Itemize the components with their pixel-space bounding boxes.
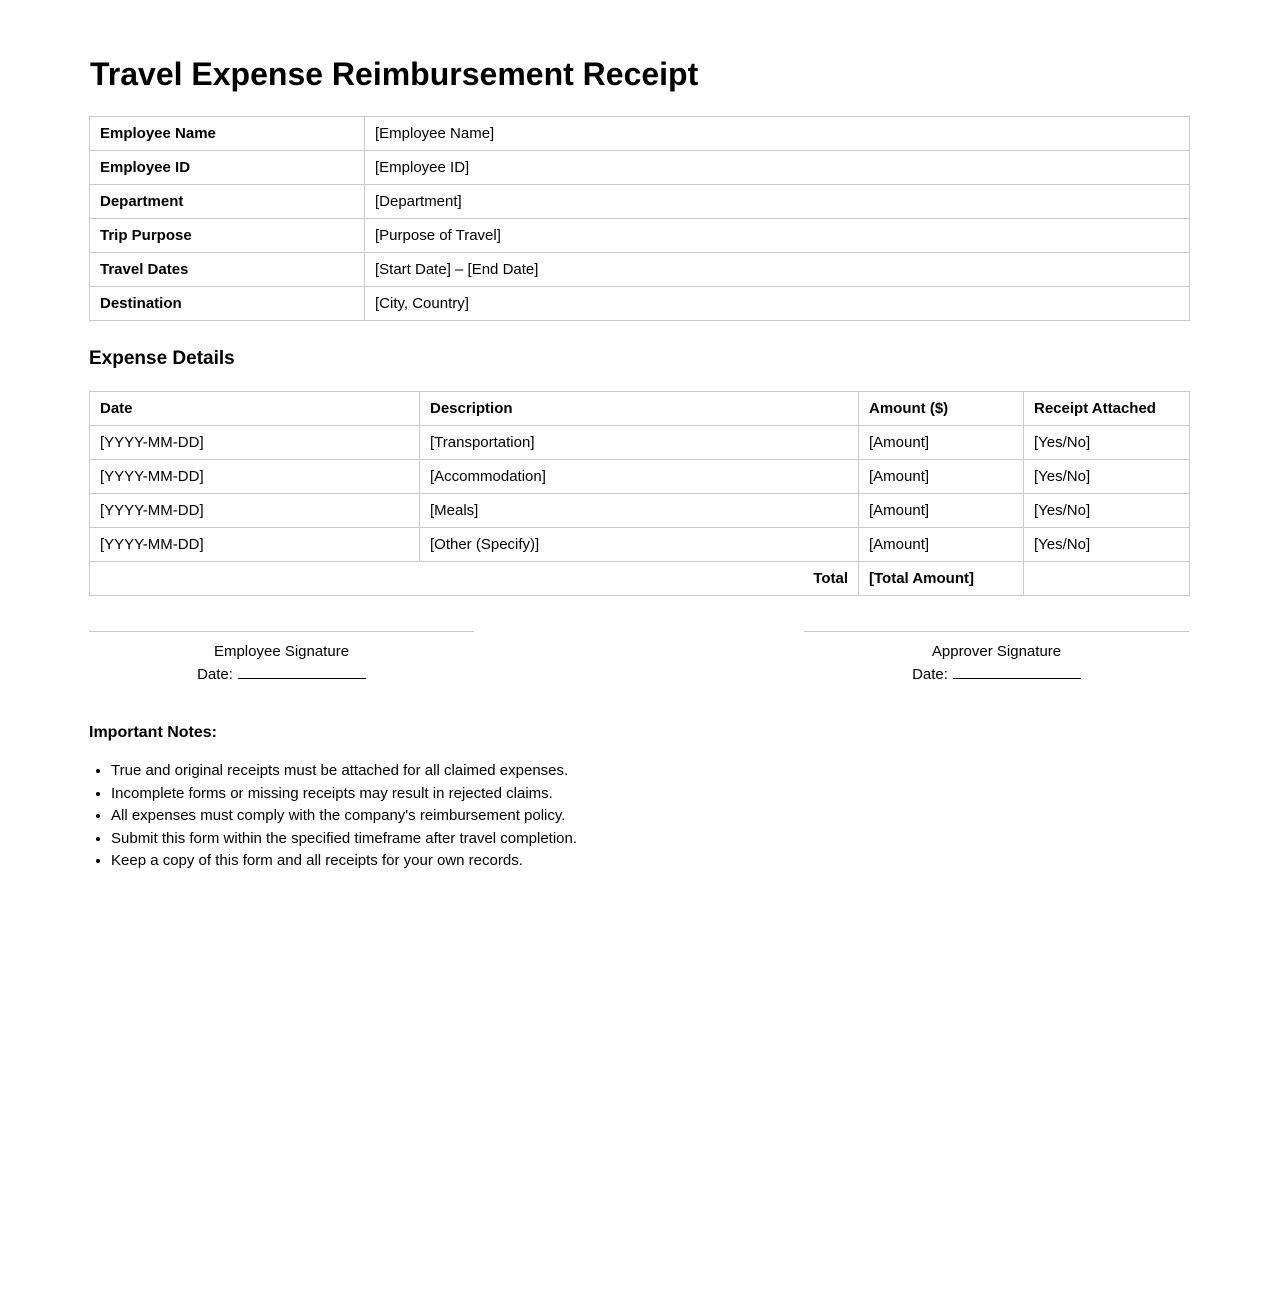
expense-table xyxy=(89,391,1190,596)
total-row xyxy=(90,562,1190,596)
info-label: Trip Purpose xyxy=(90,219,365,253)
cell-amount: [Amount] xyxy=(859,460,1024,494)
info-row-department xyxy=(90,185,1190,219)
info-row-employee-name xyxy=(90,117,1190,151)
table-row xyxy=(90,528,1190,562)
cell-amount: [Amount] xyxy=(859,528,1024,562)
info-value: [Department] xyxy=(365,185,1190,219)
list-item: • All expenses must comply with the company's reimbursement policy. xyxy=(111,805,1111,828)
info-row-employee-id xyxy=(90,151,1190,185)
cell-date: [YYYY-MM-DD] xyxy=(90,460,420,494)
cell-date: [YYYY-MM-DD] xyxy=(90,494,420,528)
info-label: Employee Name xyxy=(90,117,365,151)
list-item: • Submit this form within the specified timeframe after travel completion. xyxy=(111,828,1111,851)
info-row-destination xyxy=(90,287,1190,321)
cell-receipt: [Yes/No] xyxy=(1024,528,1190,562)
expense-details-heading: Expense Details xyxy=(89,348,235,369)
info-value: [Employee ID] xyxy=(365,151,1190,185)
cell-description: [Transportation] xyxy=(420,426,859,460)
page-title: Travel Expense Reimbursement Receipt xyxy=(90,56,699,92)
approver-signature-label: Approver Signature xyxy=(931,643,1062,660)
approver-signature-date xyxy=(804,663,1189,686)
total-label: Total xyxy=(90,562,859,596)
date-label: Date: xyxy=(197,666,233,683)
info-label: Destination xyxy=(90,287,365,321)
employee-signature-label: Employee Signature xyxy=(213,643,350,660)
employee-signature-block xyxy=(89,631,474,686)
date-blank-line xyxy=(238,664,366,679)
expense-header-row xyxy=(90,392,1190,426)
column-header-description: Description xyxy=(420,392,859,426)
cell-amount: [Amount] xyxy=(859,426,1024,460)
info-value: [Start Date] – [End Date] xyxy=(365,253,1190,287)
cell-receipt: [Yes/No] xyxy=(1024,426,1190,460)
cell-date: [YYYY-MM-DD] xyxy=(90,528,420,562)
date-label: Date: xyxy=(912,666,948,683)
info-label: Department xyxy=(90,185,365,219)
list-item: • True and original receipts must be attached for all claimed expenses. xyxy=(111,760,1111,783)
column-header-amount: Amount ($) xyxy=(859,392,1024,426)
notes-heading: Important Notes: xyxy=(89,724,217,741)
notes-list xyxy=(89,760,1111,873)
total-receipt-empty xyxy=(1024,562,1190,596)
date-blank-line xyxy=(953,664,1081,679)
table-row xyxy=(90,460,1190,494)
cell-description: [Accommodation] xyxy=(420,460,859,494)
cell-description: [Other (Specify)] xyxy=(420,528,859,562)
table-row xyxy=(90,494,1190,528)
info-row-travel-dates xyxy=(90,253,1190,287)
cell-description: [Meals] xyxy=(420,494,859,528)
cell-receipt: [Yes/No] xyxy=(1024,460,1190,494)
approver-signature-block xyxy=(804,631,1189,686)
info-value: [Employee Name] xyxy=(365,117,1190,151)
employee-info-table xyxy=(89,116,1190,321)
column-header-receipt: Receipt Attached xyxy=(1024,392,1190,426)
info-row-trip-purpose xyxy=(90,219,1190,253)
column-header-date: Date xyxy=(90,392,420,426)
info-value: [Purpose of Travel] xyxy=(365,219,1190,253)
info-label: Employee ID xyxy=(90,151,365,185)
info-value: [City, Country] xyxy=(365,287,1190,321)
info-label: Travel Dates xyxy=(90,253,365,287)
table-row xyxy=(90,426,1190,460)
total-amount: [Total Amount] xyxy=(859,562,1024,596)
cell-date: [YYYY-MM-DD] xyxy=(90,426,420,460)
employee-signature-date xyxy=(89,663,474,686)
cell-amount: [Amount] xyxy=(859,494,1024,528)
list-item: • Incomplete forms or missing receipts may result in rejected claims. xyxy=(111,783,1111,806)
cell-receipt: [Yes/No] xyxy=(1024,494,1190,528)
list-item: • Keep a copy of this form and all receipts for your own records. xyxy=(111,850,1111,873)
